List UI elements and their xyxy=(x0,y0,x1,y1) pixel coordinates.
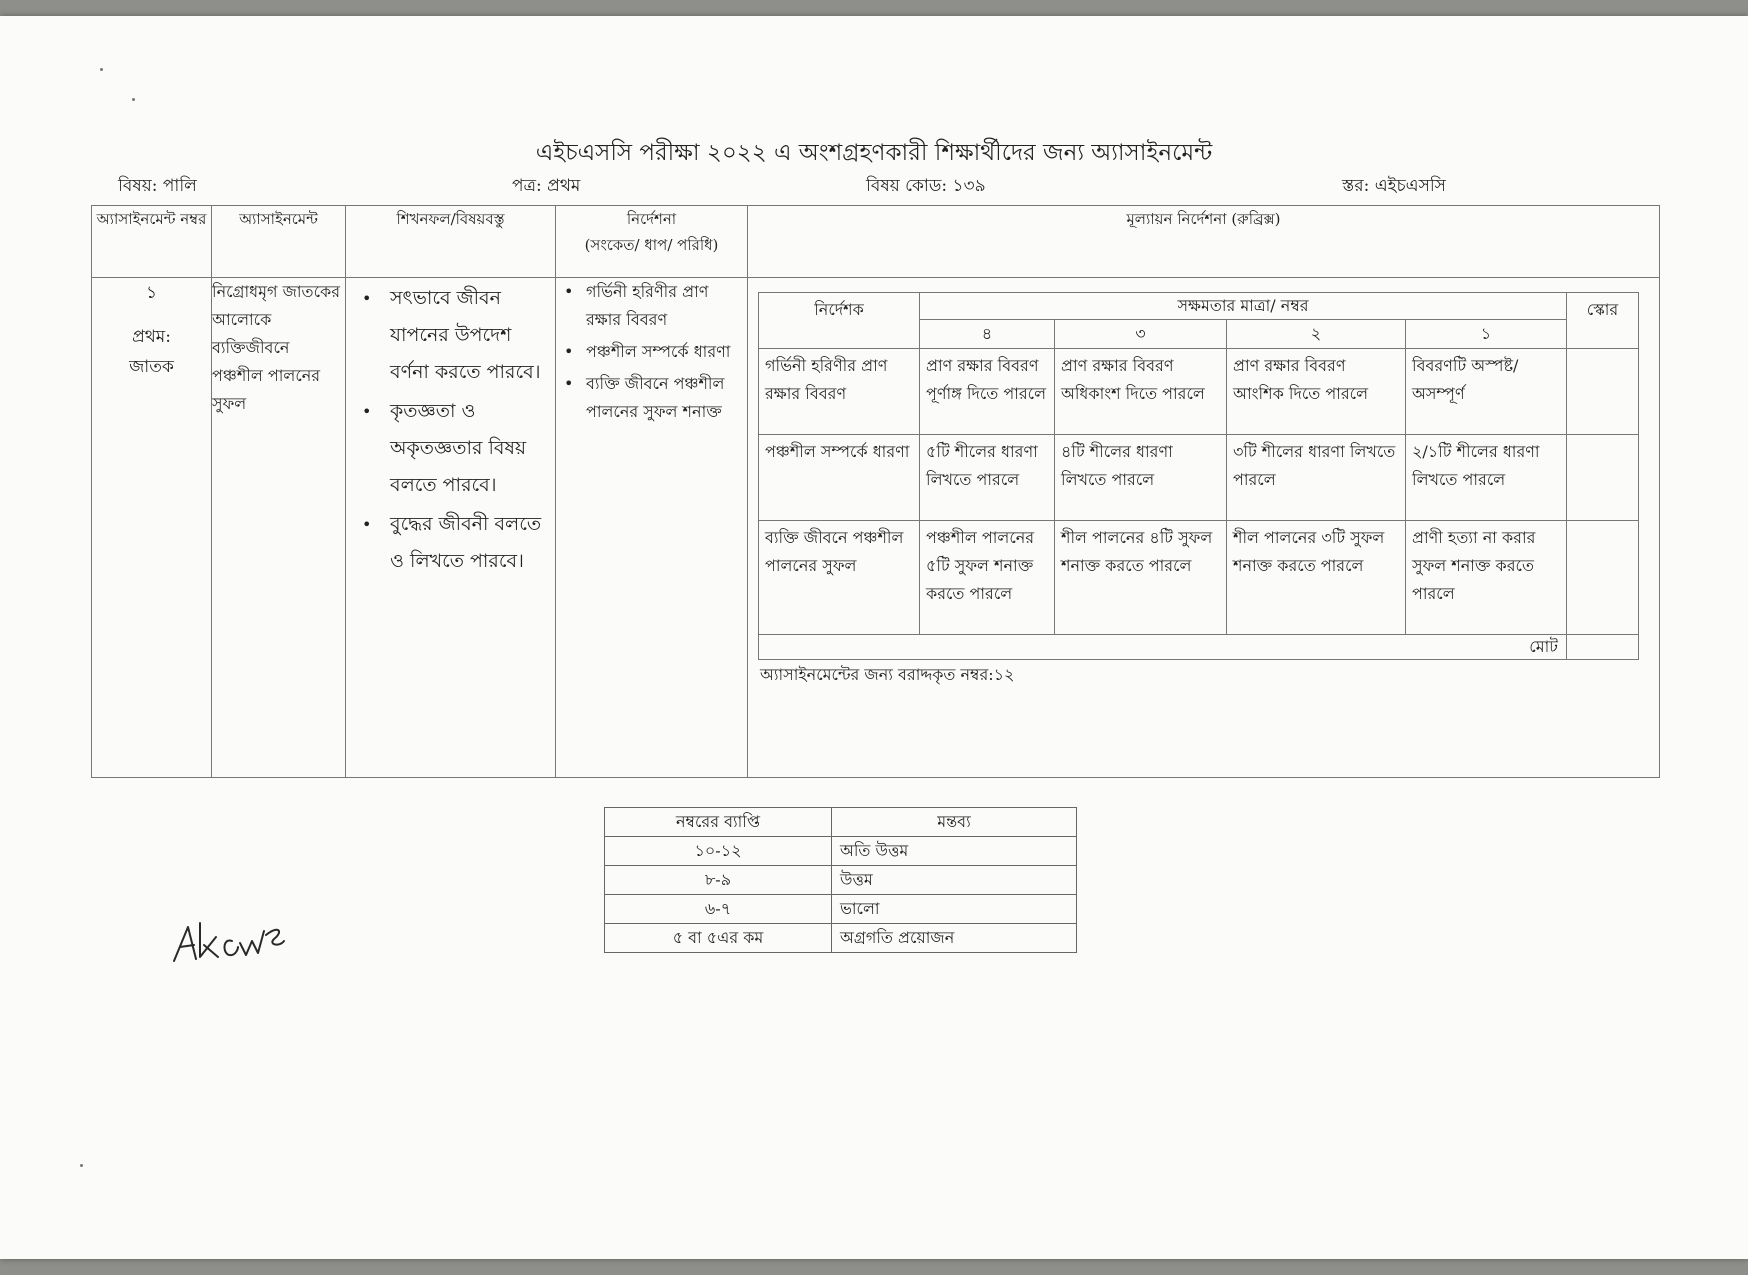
rubric-cell: প্রাণ রক্ষার বিবরণ পূর্ণাঙ্গ দিতে পারলে xyxy=(920,349,1055,435)
subject-label: বিষয়: পালি xyxy=(118,176,197,196)
assignment-text: নিগ্রোধমৃগ জাতকের আলোকে ব্যক্তিজীবনে পঞ্চশীল পালনের সুফল xyxy=(212,282,340,413)
learning-item-text: বুদ্ধের জীবনী বলতে ও লিখতে পারবে। xyxy=(390,513,542,572)
rubric-criterion: ব্যক্তি জীবনে পঞ্চশীল পালনের সুফল xyxy=(759,521,920,635)
bullet-icon: • xyxy=(362,515,372,534)
assignment-number-cell xyxy=(92,278,212,778)
rubric-cell: প্রাণ রক্ষার বিবরণ অধিকাংশ দিতে পারলে xyxy=(1055,349,1227,435)
rubric-table xyxy=(758,292,1639,660)
header-evaluation: মূল্যায়ন নির্দেশনা (রুব্রিক্স) xyxy=(748,206,1660,278)
grade-header-range: নম্বরের ব্যাপ্তি xyxy=(605,808,832,837)
document-sheet xyxy=(0,16,1748,1259)
rubric-level-2: ২ xyxy=(1227,320,1406,349)
table-row xyxy=(605,866,1077,895)
header-direction-title: নির্দেশনা xyxy=(626,210,677,228)
grade-header-remark: মন্তব্য xyxy=(832,808,1077,837)
direction-item-text: গর্ভিনী হরিণীর প্রাণ রক্ষার বিবরণ xyxy=(586,282,709,329)
table-row xyxy=(605,924,1077,953)
rubric-cell: শীল পালনের ৪টি সুফল শনাক্ত করতে পারলে xyxy=(1055,521,1227,635)
table-row xyxy=(605,895,1077,924)
direction-item xyxy=(564,370,747,426)
learning-item-text: সৎভাবে জীবন যাপনের উপদেশ বর্ণনা করতে পারবে। xyxy=(390,287,541,383)
rubric-cell: ৫টি শীলের ধারণা লিখতে পারলে xyxy=(920,435,1055,521)
rubric-criterion: পঞ্চশীল সম্পর্কে ধারণা xyxy=(759,435,920,521)
rubric-cell: বিবরণটি অস্পষ্ট/ অসম্পূর্ণ xyxy=(1406,349,1567,435)
scan-speck xyxy=(80,1164,83,1167)
scan-speck xyxy=(100,68,103,71)
direction-item-text: পঞ্চশীল সম্পর্কে ধারণা xyxy=(586,342,731,361)
chapter-name: জাতক xyxy=(129,357,174,377)
rubric-score-cell xyxy=(1567,521,1639,635)
grade-range: ৮-৯ xyxy=(605,866,832,895)
rubric-criterion-header: নির্দেশক xyxy=(759,293,920,349)
rubric-score-header: স্কোর xyxy=(1567,293,1639,349)
rubric-level-3: ৩ xyxy=(1055,320,1227,349)
assignment-table xyxy=(91,205,1660,778)
header-direction xyxy=(556,206,748,278)
grade-remark: উত্তম xyxy=(832,866,1077,895)
bullet-icon: • xyxy=(362,289,372,308)
bullet-icon: • xyxy=(564,282,574,301)
direction-item xyxy=(564,338,747,366)
direction-item-text: ব্যক্তি জীবনে পঞ্চশীল পালনের সুফল শনাক্ত xyxy=(586,374,725,421)
allocated-marks: অ্যাসাইনমেন্টের জন্য বরাদ্দকৃত নম্বর:১২ xyxy=(760,665,1015,684)
header-assignment-number: অ্যাসাইনমেন্ট নম্বর xyxy=(92,206,212,278)
bullet-icon: • xyxy=(564,342,574,361)
direction-cell xyxy=(556,278,748,778)
rubric-score-cell xyxy=(1567,349,1639,435)
grade-range: ৬-৭ xyxy=(605,895,832,924)
paper-label: পত্র: প্রথম xyxy=(512,176,581,196)
table-row xyxy=(605,837,1077,866)
rubric-cell: প্রাণী হত্যা না করার সুফল শনাক্ত করতে পারলে xyxy=(1406,521,1567,635)
rubric-cell: প্রাণ রক্ষার বিবরণ আংশিক দিতে পারলে xyxy=(1227,349,1406,435)
learning-item xyxy=(362,393,555,504)
header-assignment: অ্যাসাইনমেন্ট xyxy=(212,206,346,278)
signature xyxy=(170,901,290,971)
rubric-criterion: গর্ভিনী হরিণীর প্রাণ রক্ষার বিবরণ xyxy=(759,349,920,435)
grade-range: ১০-১২ xyxy=(605,837,832,866)
chapter-label: প্রথম: xyxy=(132,327,171,347)
grade-remark: অগ্রগতি প্রয়োজন xyxy=(832,924,1077,953)
learning-item xyxy=(362,506,555,580)
header-direction-subtitle: (সংকেত/ ধাপ/ পরিধি) xyxy=(584,236,719,254)
document-title: এইচএসসি পরীক্ষা ২০২২ এ অংশগ্রহণকারী শিক্ষার্থীদের জন্য অ্যাসাইনমেন্ট xyxy=(535,140,1213,166)
rubric-container xyxy=(748,278,1659,777)
assignment-cell xyxy=(212,278,346,778)
grade-remark: অতি উত্তম xyxy=(832,837,1077,866)
rubric-level-header: সক্ষমতার মাত্রা/ নম্বর xyxy=(920,293,1567,320)
rubric-level-1: ১ xyxy=(1406,320,1567,349)
learning-outcome-cell xyxy=(346,278,556,778)
grade-remark: ভালো xyxy=(832,895,1077,924)
rubric-cell: ৪টি শীলের ধারণা লিখতে পারলে xyxy=(1055,435,1227,521)
scan-speck xyxy=(132,98,135,101)
level-label: স্তর: এইচএসসি xyxy=(1342,176,1446,196)
bullet-icon: • xyxy=(362,402,372,421)
grade-range: ৫ বা ৫এর কম xyxy=(605,924,832,953)
rubric-cell: ৩টি শীলের ধারণা লিখতে পারলে xyxy=(1227,435,1406,521)
subject-code-label: বিষয় কোড: ১৩৯ xyxy=(866,176,986,196)
rubric-total-label: মোট xyxy=(759,635,1567,660)
rubric-cell: ২/১টি শীলের ধারণা লিখতে পারলে xyxy=(1406,435,1567,521)
rubric-cell: শীল পালনের ৩টি সুফল শনাক্ত করতে পারলে xyxy=(1227,521,1406,635)
bullet-icon: • xyxy=(564,374,574,393)
assignment-number: ১ xyxy=(145,283,158,303)
learning-item-text: কৃতজ্ঞতা ও অকৃতজ্ঞতার বিষয় বলতে পারবে। xyxy=(390,400,527,496)
rubric-total-score-cell xyxy=(1567,635,1639,660)
rubric-cell: পঞ্চশীল পালনের ৫টি সুফল শনাক্ত করতে পারলে xyxy=(920,521,1055,635)
direction-item xyxy=(564,278,747,334)
rubric-score-cell xyxy=(1567,435,1639,521)
learning-item xyxy=(362,280,555,391)
grade-scale-table xyxy=(604,807,1077,953)
rubric-level-4: ৪ xyxy=(920,320,1055,349)
header-learning-outcome: শিখনফল/বিষয়বস্তু xyxy=(346,206,556,278)
evaluation-cell xyxy=(748,278,1660,778)
